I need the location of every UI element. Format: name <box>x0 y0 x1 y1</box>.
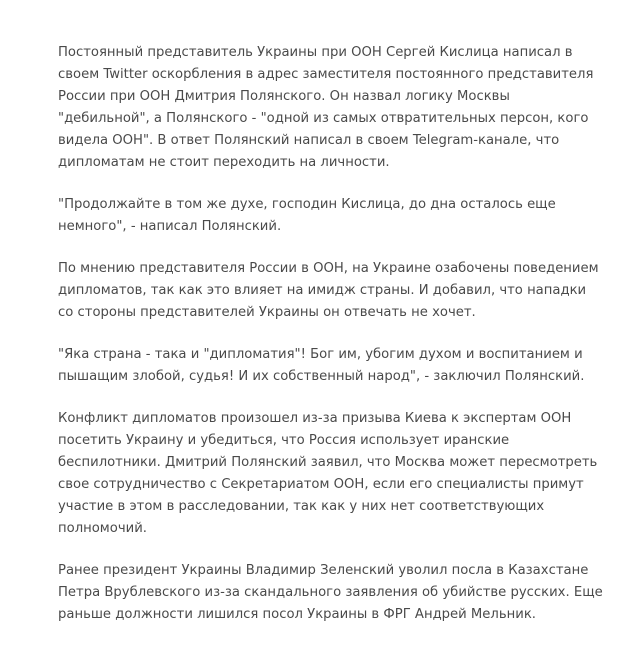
article-paragraph-5: Конфликт дипломатов произошел из-за призыва Киева к экспертам ООН посетить Украину и убедиться, что Россия использует иранские беспилотники. Дмитрий Полянский заявил, что Москва может пересмотреть свое сотрудничество с Секретариатом ООН, если его специалисты примут участие в этом в расследовании, так как у них нет соответствующих полномочий. <box>58 411 598 536</box>
article-paragraph-1: Постоянный представитель Украины при ООН Сергей Кислица написал в своем Twitter оскорбления в адрес заместителя постоянного представителя России при ООН Дмитрия Полянского. Он назвал логику Москвы "дебильной", а Полянского - "одной из самых отвратительных персон, кого видела ООН". В ответ Полянский написал в своем Telegram-канале, что дипломатам не стоит переходить на личности. <box>58 45 594 170</box>
article-body <box>58 42 603 646</box>
article-paragraph-4: "Яка страна - така и "дипломатия"! Бог им, убогим духом и воспитанием и пышащим злобой, судья! И их собственный народ", - заключил Полянский. <box>58 347 585 384</box>
article-paragraph-3: По мнению представителя России в ООН, на Украине озабочены поведением дипломатов, так как это влияет на имидж страны. И добавил, что нападки со стороны представителей Украины он отвечать не хочет. <box>58 261 599 320</box>
article-paragraph-2: "Продолжайте в том же духе, господин Кислица, до дна осталось еще немного", - написал Полянский. <box>58 197 556 234</box>
article-paragraph-6: Ранее президент Украины Владимир Зеленский уволил посла в Казахстане Петра Врублевского из-за скандального заявления об убийстве русских. Еще раньше должности лишился посол Украины в ФРГ Андрей Мельник. <box>58 563 603 622</box>
